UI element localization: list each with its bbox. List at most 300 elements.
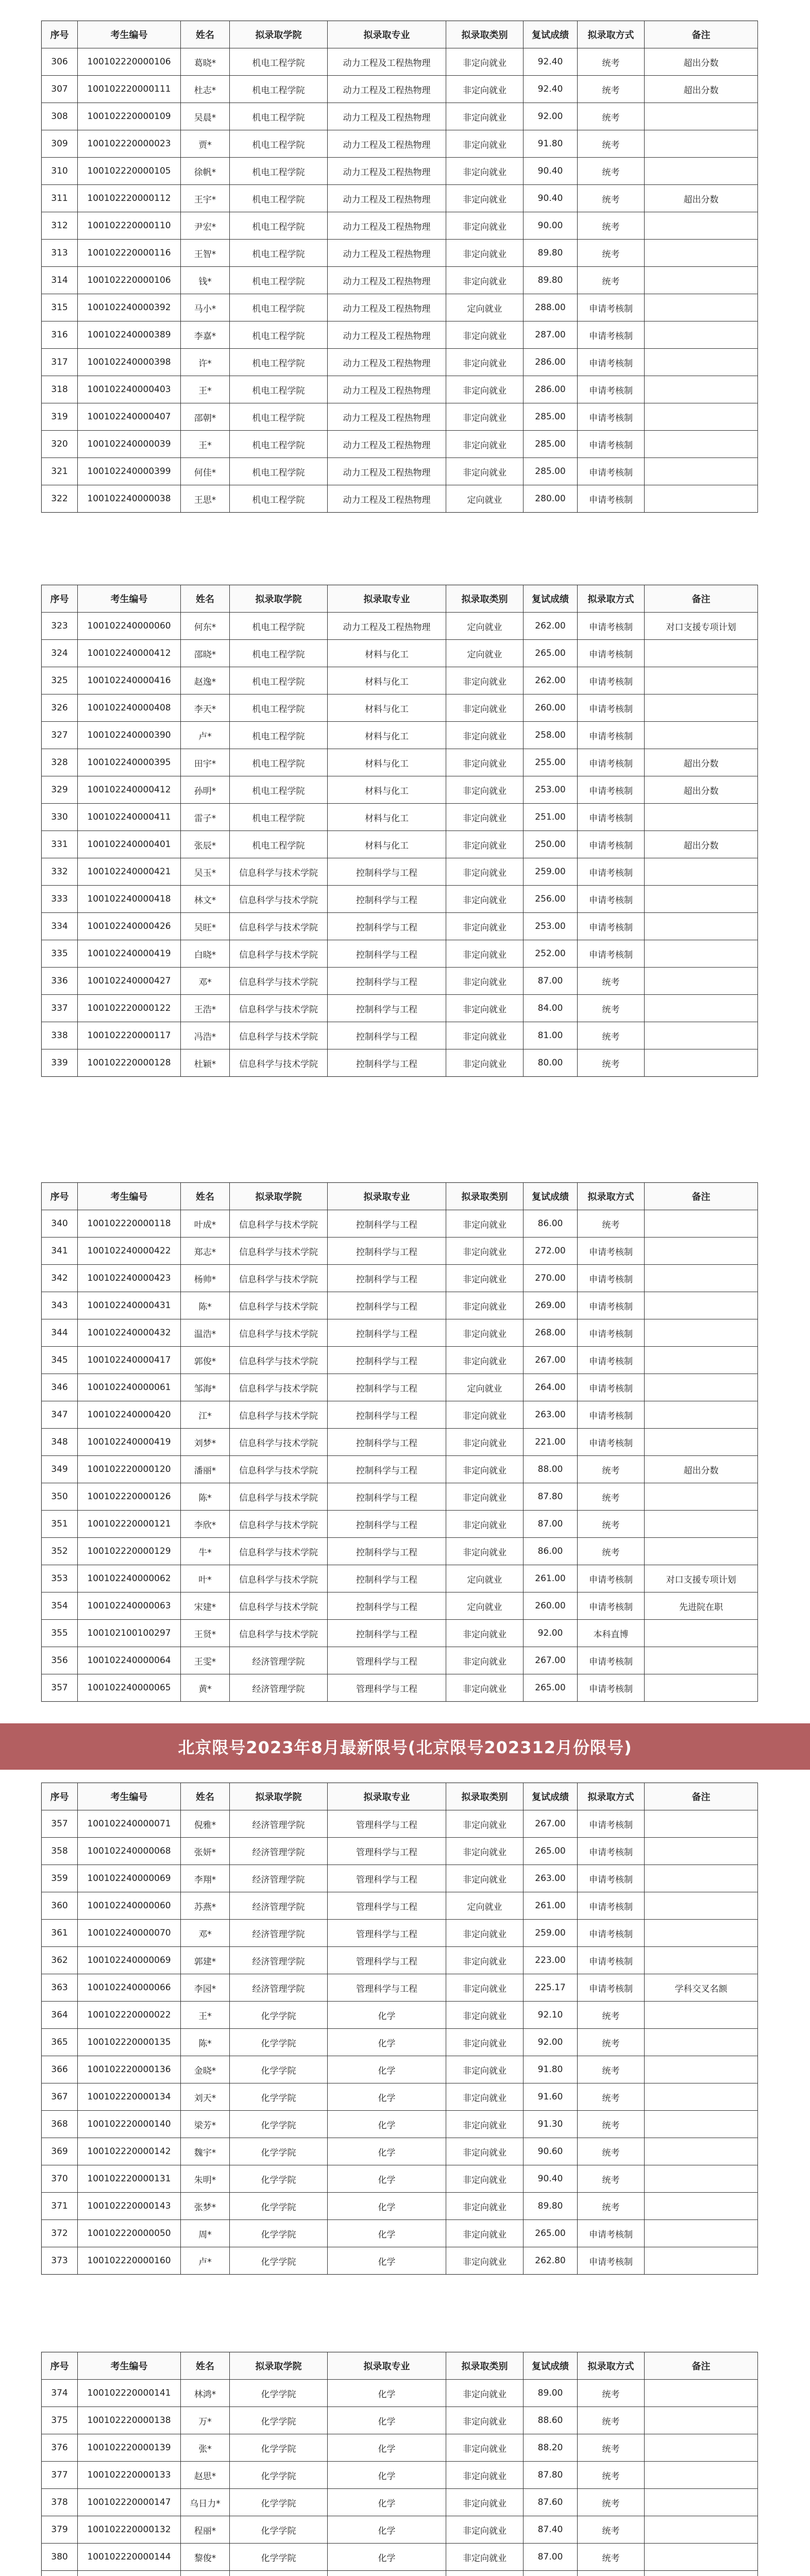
table-cell [42,2571,78,2576]
table-cell: 非定向就业 [446,1674,524,1702]
table-cell: 非定向就业 [446,2138,524,2165]
table-cell: 动力工程及工程热物理 [328,240,446,267]
table-cell: 330 [42,804,78,831]
column-header: 备注 [645,585,758,613]
table-cell: 化学学院 [230,2247,328,2275]
table-cell: 超出分数 [645,1456,758,1483]
table-row [42,349,758,376]
table-cell: 非定向就业 [446,403,524,431]
table-cell: 化学学院 [230,2462,328,2489]
table-cell [645,2111,758,2138]
table-cell [645,2571,758,2576]
table-row [42,403,758,431]
table-cell: 动力工程及工程热物理 [328,485,446,513]
table-cell: 352 [42,1538,78,1565]
table-cell: 信息科学与技术学院 [230,1049,328,1077]
table-cell: 许* [181,349,230,376]
table-cell: 动力工程及工程热物理 [328,431,446,458]
table-cell [645,376,758,403]
table-cell: 信息科学与技术学院 [230,940,328,968]
table-cell: 347 [42,1401,78,1429]
table-cell: 100102240000426 [78,913,181,940]
table-cell: 化学 [328,2111,446,2138]
table-cell: 350 [42,1483,78,1511]
table-cell: 225.17 [524,1974,578,2002]
table-row [42,1429,758,1456]
column-header: 拟录取专业 [328,21,446,48]
table-row [42,2571,758,2576]
column-header: 拟录取类别 [446,1183,524,1210]
table-cell: 机电工程学院 [230,613,328,640]
table-cell [645,722,758,749]
table-row [42,2544,758,2571]
table-cell: 控制科学与工程 [328,1265,446,1292]
table-cell: 经济管理学院 [230,1674,328,1702]
table-cell: 336 [42,968,78,995]
table-row [42,1674,758,1702]
table-cell: 定向就业 [446,1592,524,1620]
table-cell: 化学学院 [230,2029,328,2056]
table-cell: 358 [42,1838,78,1865]
table-cell: 吴玉* [181,858,230,886]
table-cell: 90.40 [524,2165,578,2193]
table-cell: 100102240000427 [78,968,181,995]
table-cell: 统考 [578,2083,645,2111]
table-cell: 申请考核制 [578,831,645,858]
table-cell: 申请考核制 [578,776,645,804]
table-cell: 非定向就业 [446,458,524,485]
table-cell: 100102220000131 [78,2165,181,2193]
table-cell: 非定向就业 [446,2516,524,2544]
column-header: 序号 [42,1183,78,1210]
table-cell: 张* [181,2434,230,2462]
table-cell: 机电工程学院 [230,804,328,831]
table-cell [645,349,758,376]
table-cell: 机电工程学院 [230,831,328,858]
table-cell [645,130,758,158]
table-cell: 100102240000407 [78,403,181,431]
table-cell: 346 [42,1374,78,1401]
table-cell: 100102240000416 [78,667,181,694]
table-cell: 321 [42,458,78,485]
table-cell: 100102240000399 [78,458,181,485]
table-row [42,886,758,913]
table-cell: 王浩* [181,995,230,1022]
table-row [42,1049,758,1077]
table-cell: 非定向就业 [446,48,524,76]
table-cell: 统考 [578,103,645,130]
column-header: 拟录取方式 [578,21,645,48]
table-cell: 邹海* [181,1374,230,1401]
table-cell [645,1483,758,1511]
table-cell: 320 [42,431,78,458]
table-cell [645,485,758,513]
table-cell: 256.00 [524,886,578,913]
table-cell: 邵晓* [181,640,230,667]
column-header: 姓名 [181,1183,230,1210]
table-cell: 本科直博 [578,1620,645,1647]
table-cell: 化学学院 [230,2489,328,2516]
table-cell: 申请考核制 [578,613,645,640]
table-cell: 308 [42,103,78,130]
table-cell: 100102220000105 [78,158,181,185]
table-row [42,267,758,294]
table-cell [645,2193,758,2220]
table-cell: 88.00 [524,1456,578,1483]
table-cell: 控制科学与工程 [328,1592,446,1620]
table-cell: 316 [42,321,78,349]
table-cell: 经济管理学院 [230,1920,328,1947]
table-cell: 控制科学与工程 [328,1620,446,1647]
table-row [42,185,758,212]
table-cell: 非定向就业 [446,2407,524,2434]
table-row [42,1292,758,1319]
table-cell: 259.00 [524,858,578,886]
table-cell: 324 [42,640,78,667]
table-cell: 非定向就业 [446,1292,524,1319]
table-cell: 申请考核制 [578,1592,645,1620]
table-row [42,1892,758,1920]
table-cell: 非定向就业 [446,185,524,212]
table-cell: 机电工程学院 [230,485,328,513]
table-cell: 经济管理学院 [230,1810,328,1838]
table-cell: 100102220000138 [78,2407,181,2434]
table-cell: 化学学院 [230,2193,328,2220]
table-cell: 非定向就业 [446,1810,524,1838]
table-cell: 化学学院 [230,2056,328,2083]
table-row [42,2247,758,2275]
table-cell: 314 [42,267,78,294]
table-cell: 270.00 [524,1265,578,1292]
table-cell: 学科交叉名额 [645,1974,758,2002]
table-cell: 控制科学与工程 [328,1374,446,1401]
table-cell: 申请考核制 [578,294,645,321]
table-cell: 经济管理学院 [230,1865,328,1892]
table-cell: 管理科学与工程 [328,1838,446,1865]
table-cell: 267.00 [524,1347,578,1374]
table-cell: 261.00 [524,1892,578,1920]
table-cell: 控制科学与工程 [328,995,446,1022]
table-cell: 王* [181,376,230,403]
table-cell: 化学 [328,2380,446,2407]
column-header: 姓名 [181,21,230,48]
table-cell: 100102220000117 [78,1022,181,1049]
table-cell: 化学学院 [230,2083,328,2111]
table-row [42,2489,758,2516]
table-cell [645,2489,758,2516]
table-cell: 卢* [181,2247,230,2275]
table-cell: 化学学院 [230,2516,328,2544]
table-cell: 化学学院 [230,2002,328,2029]
column-header: 考生编号 [78,21,181,48]
table-cell: 管理科学与工程 [328,1647,446,1674]
table-cell: 349 [42,1456,78,1483]
table-cell: 非定向就业 [446,2489,524,2516]
table-cell: 贾* [181,130,230,158]
table-cell: 化学学院 [230,2434,328,2462]
table-cell [645,1620,758,1647]
table-cell: 机电工程学院 [230,321,328,349]
table-cell: 非定向就业 [446,76,524,103]
column-header: 拟录取类别 [446,21,524,48]
table-cell: 化学 [328,2002,446,2029]
table-cell: 100102240000411 [78,804,181,831]
table-cell: 统考 [578,1049,645,1077]
table-cell [645,1210,758,1238]
table-cell: 信息科学与技术学院 [230,1347,328,1374]
table-cell [645,1947,758,1974]
table-cell: 100102220000121 [78,1511,181,1538]
table-cell: 赵逸* [181,667,230,694]
table-cell: 100102220000111 [78,76,181,103]
table-row [42,1865,758,1892]
table-cell [645,2056,758,2083]
table-cell [645,103,758,130]
table-cell: 100102220000109 [78,103,181,130]
table-cell: 邵朝* [181,403,230,431]
table-cell [645,1374,758,1401]
table-row [42,613,758,640]
table-cell: 317 [42,349,78,376]
table-cell: 材料与化工 [328,722,446,749]
table-cell: 统考 [578,2516,645,2544]
table-cell: 333 [42,886,78,913]
table-cell: 苏燕* [181,1892,230,1920]
table-cell [645,2407,758,2434]
table-cell: 100102220000023 [78,130,181,158]
table-row [42,321,758,349]
table-cell: 机电工程学院 [230,294,328,321]
table-row [42,968,758,995]
table-cell: 经济管理学院 [230,1947,328,1974]
table-cell: 265.00 [524,1674,578,1702]
table-cell: 倪雅* [181,1810,230,1838]
table-cell: 李园* [181,1974,230,2002]
table-cell: 非定向就业 [446,694,524,722]
table-cell: 非定向就业 [446,267,524,294]
table-cell: 259.00 [524,1920,578,1947]
table-cell [645,995,758,1022]
table-cell: 348 [42,1429,78,1456]
table-cell: 非定向就业 [446,1620,524,1647]
table-cell: 非定向就业 [446,2193,524,2220]
table-cell: 100102220000129 [78,1538,181,1565]
table-cell: 89.00 [524,2380,578,2407]
table-cell: 380 [42,2544,78,2571]
table-cell: 统考 [578,2462,645,2489]
table-row [42,1022,758,1049]
table-cell: 90.40 [524,158,578,185]
table-cell: 申请考核制 [578,1374,645,1401]
column-header: 拟录取专业 [328,585,446,613]
table-cell: 90.40 [524,185,578,212]
table-cell: 100102240000431 [78,1292,181,1319]
table-cell: 申请考核制 [578,458,645,485]
table-cell: 对口支援专项计划 [645,1565,758,1592]
table-row [42,804,758,831]
table-cell: 非定向就业 [446,804,524,831]
table-cell: 张妍* [181,1838,230,1865]
table-row [42,130,758,158]
table-cell: 动力工程及工程热物理 [328,458,446,485]
table-cell: 87.80 [524,2462,578,2489]
column-header: 序号 [42,585,78,613]
table-row [42,1920,758,1947]
table-cell: 86.00 [524,1538,578,1565]
table-cell [645,1347,758,1374]
table-cell: 非定向就业 [446,349,524,376]
table-cell: 100102240000062 [78,1565,181,1592]
table-cell: 84.00 [524,995,578,1022]
table-cell: 管理科学与工程 [328,1920,446,1947]
table-cell: 化学 [328,2516,446,2544]
table-cell: 100102220000106 [78,267,181,294]
table-cell: 328 [42,749,78,776]
column-header: 拟录取类别 [446,585,524,613]
table-cell: 徐帆* [181,158,230,185]
table-cell: 100102220000135 [78,2029,181,2056]
table-cell: 262.00 [524,667,578,694]
table-cell [645,1674,758,1702]
table-row [42,376,758,403]
table-cell: 王* [181,431,230,458]
table-cell: 控制科学与工程 [328,1429,446,1456]
table-row [42,1401,758,1429]
table-cell: 申请考核制 [578,1292,645,1319]
table-cell: 87.80 [524,1483,578,1511]
table-cell: 动力工程及工程热物理 [328,158,446,185]
table-cell: 超出分数 [645,76,758,103]
table-cell: 申请考核制 [578,321,645,349]
table-cell: 371 [42,2193,78,2220]
table-cell: 353 [42,1565,78,1592]
table-cell: 信息科学与技术学院 [230,1210,328,1238]
table-cell: 285.00 [524,431,578,458]
table-cell: 李天* [181,694,230,722]
table-cell: 非定向就业 [446,2165,524,2193]
table-cell: 268.00 [524,1319,578,1347]
table-cell: 100102220000110 [78,212,181,240]
table-cell: 357 [42,1674,78,1702]
table-cell: 定向就业 [446,1374,524,1401]
table-cell: 100102240000389 [78,321,181,349]
table-cell: 362 [42,1947,78,1974]
table-cell: 林鸿* [181,2380,230,2407]
column-header: 序号 [42,1783,78,1810]
table-cell: 100102240000412 [78,776,181,804]
table-cell [645,2083,758,2111]
table-cell: 非定向就业 [446,913,524,940]
table-cell: 管理科学与工程 [328,1974,446,2002]
table-cell: 控制科学与工程 [328,1401,446,1429]
table-cell: 申请考核制 [578,2220,645,2247]
table-cell [645,2544,758,2571]
table-cell: 杨帅* [181,1265,230,1292]
banner-title-text: 北京限号2023年8月最新限号(北京限号202312月份限号) [178,1738,632,1757]
table-cell: 87.40 [524,2516,578,2544]
table-cell: 非定向就业 [446,722,524,749]
table-cell [645,968,758,995]
table-cell: 超出分数 [645,776,758,804]
admission-table [41,1182,758,1702]
table-row [42,1483,758,1511]
table-cell: 339 [42,1049,78,1077]
table-cell: 87.00 [524,2544,578,2571]
table-cell: 310 [42,158,78,185]
table-row [42,1592,758,1620]
table-cell: 100102220000122 [78,995,181,1022]
table-cell: 动力工程及工程热物理 [328,267,446,294]
table-cell: 255.00 [524,749,578,776]
table-cell: 控制科学与工程 [328,858,446,886]
table-cell: 张梦* [181,2193,230,2220]
table-cell: 化学 [328,2193,446,2220]
table-cell: 非定向就业 [446,2544,524,2571]
table-cell: 江* [181,1401,230,1429]
column-header: 复试成绩 [524,1183,578,1210]
table-cell: 定向就业 [446,1892,524,1920]
table-header-row [42,585,758,613]
table-row [42,667,758,694]
table-cell: 100102240000065 [78,1674,181,1702]
table-cell: 87.00 [524,1511,578,1538]
table-cell [645,1022,758,1049]
table-cell: 统考 [578,158,645,185]
table-cell: 非定向就业 [446,858,524,886]
table-row [42,694,758,722]
table-cell: 雷子* [181,804,230,831]
table-cell: 315 [42,294,78,321]
column-header: 考生编号 [78,585,181,613]
admission-table [41,1783,758,2275]
table-cell: 化学学院 [230,2380,328,2407]
table-cell: 王智* [181,240,230,267]
table-cell: 非定向就业 [446,212,524,240]
table-cell: 统考 [578,1210,645,1238]
table-cell: 221.00 [524,1429,578,1456]
table-cell: 262.80 [524,2247,578,2275]
table-cell: 非定向就业 [446,240,524,267]
column-header: 拟录取学院 [230,585,328,613]
table-cell: 乌日力* [181,2489,230,2516]
table-cell: 控制科学与工程 [328,1538,446,1565]
table-cell: 非定向就业 [446,667,524,694]
table-cell: 100102240000401 [78,831,181,858]
column-header: 拟录取学院 [230,21,328,48]
table-cell: 100102240000398 [78,349,181,376]
table-cell: 化学学院 [230,2407,328,2434]
table-cell: 申请考核制 [578,1319,645,1347]
table-cell: 325 [42,667,78,694]
column-header: 备注 [645,2352,758,2380]
column-header: 考生编号 [78,2352,181,2380]
table-cell: 动力工程及工程热物理 [328,321,446,349]
table-cell: 何东* [181,613,230,640]
table-cell: 非定向就业 [446,158,524,185]
table-cell: 331 [42,831,78,858]
table-cell: 申请考核制 [578,1674,645,1702]
table-row [42,76,758,103]
table-cell: 统考 [578,2165,645,2193]
table-cell: 非定向就业 [446,1401,524,1429]
table-cell: 动力工程及工程热物理 [328,48,446,76]
table-cell: 100102220000126 [78,1483,181,1511]
table-cell [645,1401,758,1429]
table-cell: 统考 [578,48,645,76]
table-cell: 327 [42,722,78,749]
table-row [42,1238,758,1265]
table-cell: 控制科学与工程 [328,1210,446,1238]
